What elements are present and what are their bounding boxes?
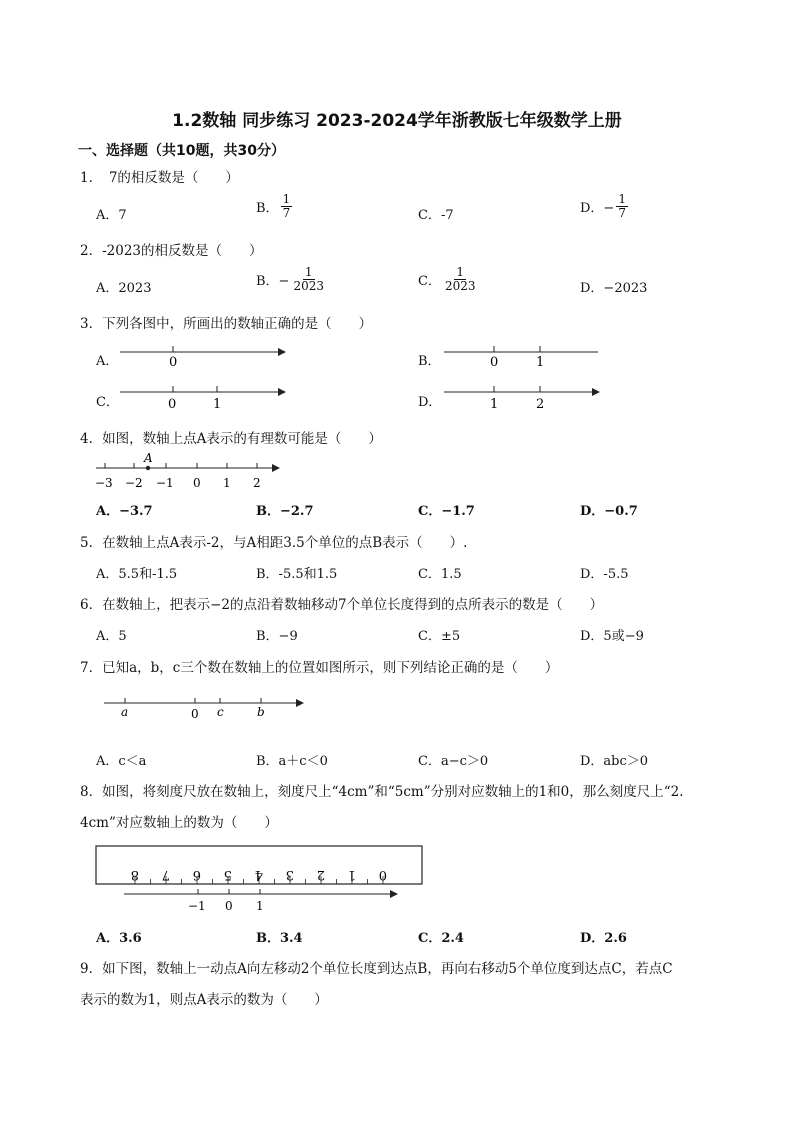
q3-option-d[interactable]: D．	[418, 395, 442, 410]
q3b-label-0: 0	[490, 355, 499, 370]
q8-axis-neg1: −1	[188, 899, 206, 913]
q3-axis-c	[118, 384, 288, 412]
q7-label-c: c	[217, 705, 224, 719]
q3-option-b[interactable]: B．	[418, 354, 441, 369]
q1-option-a[interactable]: A．7	[96, 208, 127, 223]
q3a-label-0: 0	[169, 355, 178, 370]
ruler-label-5: 5	[223, 867, 232, 882]
q5-option-a[interactable]: A．5.5和-1.5	[96, 567, 178, 582]
q2-option-b[interactable]: B．− $\frac{1}{2023}$	[256, 265, 324, 293]
question-4-stem: 4．如图，数轴上点A表示的有理数可能是（ ）	[80, 431, 382, 447]
question-7-stem: 7．已知a，b，c三个数在数轴上的位置如图所示，则下列结论正确的是（ ）	[80, 660, 559, 676]
q7-option-c[interactable]: C．a−c＞0	[418, 754, 489, 769]
q4-option-a[interactable]: A．−3.7	[96, 504, 153, 519]
q3d-label-1: 1	[490, 397, 499, 412]
question-8-stem-line2: 4cm”对应数轴上的数为（ ）	[80, 815, 278, 831]
q3b-label-1: 1	[536, 355, 545, 370]
q8-option-d[interactable]: D．2.6	[580, 931, 627, 946]
q4-option-c[interactable]: C．−1.7	[418, 504, 475, 519]
q4-tick-2: 2	[253, 476, 261, 490]
q4-number-line	[90, 450, 290, 492]
q4-tick-1: 1	[223, 476, 231, 490]
ruler-label-0: 0	[378, 867, 387, 882]
q3d-label-2: 2	[536, 397, 545, 412]
question-9-stem-line1: 9．如下图，数轴上一动点A向左移动2个单位长度到达点B，再向右移动5个单位度到达点C，若点C	[80, 961, 673, 977]
q6-option-b[interactable]: B．−9	[256, 629, 298, 644]
question-3-stem: 3．下列各图中，所画出的数轴正确的是（ ）	[80, 316, 373, 332]
q1-option-c[interactable]: C．-7	[418, 208, 454, 223]
q7-number-line	[100, 694, 310, 724]
ruler-label-7: 7	[161, 867, 170, 882]
q5-option-d[interactable]: D．-5.5	[580, 567, 629, 582]
q8-option-a[interactable]: A．3.6	[96, 931, 142, 946]
q3-axis-a	[118, 344, 288, 370]
q5-option-b[interactable]: B．-5.5和1.5	[256, 567, 338, 582]
question-6-stem: 6．在数轴上，把表示−2的点沿着数轴移动7个单位长度得到的点所表示的数是（ ）	[80, 597, 604, 613]
question-8-stem-line1: 8．如图，将刻度尺放在数轴上，刻度尺上“4cm”和“5cm”分别对应数轴上的1和0，那么刻度尺上“2.	[80, 784, 684, 800]
q6-option-c[interactable]: C．±5	[418, 629, 461, 644]
q7-option-d[interactable]: D．abc＞0	[580, 754, 649, 769]
q4-tick-neg3: −3	[95, 476, 113, 490]
q8-option-b[interactable]: B．3.4	[256, 931, 303, 946]
ruler-label-6: 6	[192, 867, 201, 882]
q6-option-d[interactable]: D．5或−9	[580, 629, 644, 644]
q2-option-d[interactable]: D．−2023	[580, 281, 648, 296]
q8-axis-0: 0	[225, 899, 233, 913]
q5-option-c[interactable]: C．1.5	[418, 567, 462, 582]
q2-option-c[interactable]: C． $\frac{1}{2023}$	[418, 265, 476, 293]
q3-axis-b	[442, 344, 602, 370]
q7-label-0: 0	[191, 707, 199, 721]
question-1-stem: 1． 7的相反数是（ ）	[80, 170, 239, 186]
section-heading: 一、选择题（共10题，共30分）	[78, 143, 285, 159]
q4-option-d[interactable]: D．−0.7	[580, 504, 638, 519]
q4-point-label: A	[144, 451, 153, 465]
page-title: 1.2数轴 同步练习 2023-2024学年浙教版七年级数学上册	[172, 111, 622, 131]
q4-tick-0: 0	[193, 476, 201, 490]
q7-label-b: b	[257, 705, 265, 719]
q2-option-a[interactable]: A．2023	[96, 281, 152, 296]
q1-option-b[interactable]: B． $\frac{1}{7}$	[256, 192, 291, 220]
q3-option-c[interactable]: C．	[96, 395, 119, 410]
ruler-label-8: 8	[130, 867, 139, 882]
question-2-stem: 2．-2023的相反数是（ ）	[80, 243, 263, 259]
q3-axis-d	[442, 384, 602, 412]
q8-ruler-figure	[94, 844, 428, 916]
q4-tick-neg2: −2	[125, 476, 143, 490]
q7-option-a[interactable]: A．c＜a	[96, 754, 147, 769]
q4-option-b[interactable]: B．−2.7	[256, 504, 314, 519]
q4-tick-neg1: −1	[156, 476, 174, 490]
q3-option-a[interactable]: A．	[96, 354, 119, 369]
q7-label-a: a	[121, 705, 129, 719]
q6-option-a[interactable]: A．5	[96, 629, 127, 644]
q7-option-b[interactable]: B．a＋c＜0	[256, 754, 328, 769]
ruler-label-4: 4	[254, 867, 263, 882]
question-5-stem: 5．在数轴上点A表示-2，与A相距3.5个单位的点B表示（ ）.	[80, 535, 468, 551]
q1-option-d[interactable]: D．− $\frac{1}{7}$	[580, 192, 626, 220]
q3c-label-0: 0	[168, 397, 177, 412]
question-9-stem-line2: 表示的数为1，则点A表示的数为（ ）	[80, 992, 328, 1008]
q3c-label-1: 1	[213, 397, 222, 412]
ruler-label-2: 2	[316, 867, 325, 882]
q8-axis-1: 1	[256, 899, 264, 913]
ruler-label-3: 3	[285, 867, 294, 882]
ruler-label-1: 1	[347, 867, 356, 882]
q8-option-c[interactable]: C．2.4	[418, 931, 464, 946]
